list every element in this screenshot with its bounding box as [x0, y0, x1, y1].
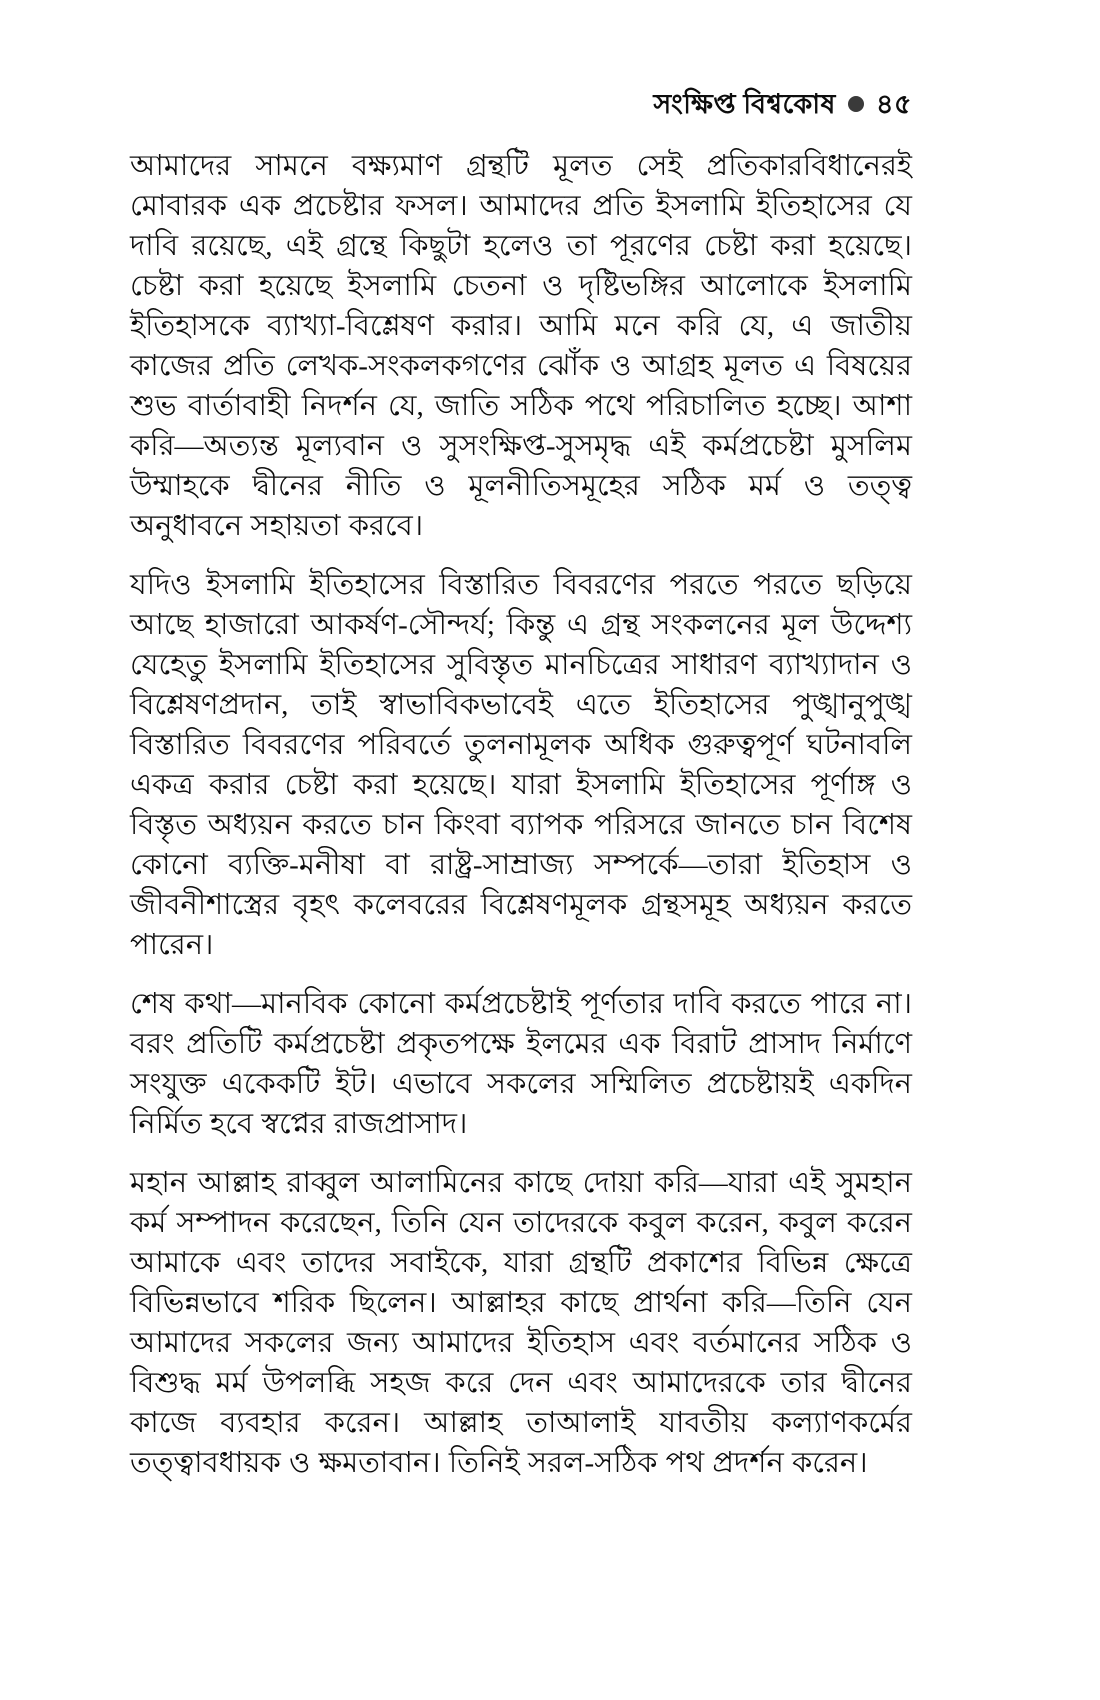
paragraph: যদিও ইসলামি ইতিহাসের বিস্তারিত বিবরণের পরতে পরতে ছড়িয়ে আছে হাজারো আকর্ষণ-সৌন্দর্য; কিন্তু এ গ্রন্থ সংকলনের মূল উদ্দেশ্য যেহেতু ইসলামি ইতিহাসের সুবিস্তৃত মানচিত্রের সাধারণ ব্যাখ্যাদান ও বিশ্লেষণপ্রদান, তাই স্বাভাবিকভাবেই এতে ইতিহাসের পুঙ্খানুপুঙ্খ বিস্তারিত বিবরণের পরিবর্তে তুলনামূলক অধিক গুরুত্বপূর্ণ ঘটনাবলি একত্র করার চেষ্টা করা হয়েছে। যারা ইসলামি ইতিহাসের পূর্ণাঙ্গ ও বিস্তৃত অধ্যয়ন করতে চান কিংবা ব্যাপক পরিসরে জানতে চান বিশেষ কোনো ব্যক্তি-মনীষা বা রাষ্ট্র-সাম্রাজ্য সম্পর্কে—তারা ইতিহাস ও জীবনীশাস্ত্রের বৃহৎ কলেবরের বিশ্লেষণমূলক গ্রন্থসমূহ অধ্যয়ন করতে পারেন।: [130, 569, 912, 962]
paragraph: আমাদের সামনে বক্ষ্যমাণ গ্রন্থটি মূলত সেই প্রতিকারবিধানেরই মোবারক এক প্রচেষ্টার ফসল। আমাদের প্রতি ইসলামি ইতিহাসের যে দাবি রয়েছে, এই গ্রন্থে কিছুটা হলেও তা পূরণের চেষ্টা করা হয়েছে। চেষ্টা করা হয়েছে ইসলামি চেতনা ও দৃষ্টিভঙ্গির আলোকে ইসলামি ইতিহাসকে ব্যাখ্যা-বিশ্লেষণ করার। আমি মনে করি যে, এ জাতীয় কাজের প্রতি লেখক-সংকলকগণের ঝোঁক ও আগ্রহ মূলত এ বিষয়ের শুভ বার্তাবাহী নিদর্শন যে, জাতি সঠিক পথে পরিচালিত হচ্ছে। আশা করি—অত্যন্ত মূল্যবান ও সুসংক্ষিপ্ত-সুসমৃদ্ধ এই কর্মপ্রচেষ্টা মুসলিম উম্মাহকে দ্বীনের নীতি ও মূলনীতিসমূহের সঠিক মর্ম ও তত্ত্ব অনুধাবনে সহায়তা করবে।: [130, 150, 912, 543]
running-head-title: সংক্ষিপ্ত বিশ্বকোষ: [653, 89, 836, 119]
paragraph: শেষ কথা—মানবিক কোনো কর্মপ্রচেষ্টাই পূর্ণতার দাবি করতে পারে না। বরং প্রতিটি কর্মপ্রচেষ্টা প্রকৃতপক্ষে ইলমের এক বিরাট প্রাসাদ নির্মাণে সংযুক্ত একেকটি ইট। এভাবে সকলের সম্মিলিত প্রচেষ্টায়ই একদিন নির্মিত হবে স্বপ্নের রাজপ্রাসাদ।: [130, 988, 912, 1141]
running-head: [130, 88, 912, 120]
body-copy: [130, 146, 912, 1483]
bullet-icon: [848, 96, 864, 112]
text-block: [130, 88, 912, 1483]
page-number: ৪৫: [875, 89, 912, 119]
paragraph: মহান আল্লাহ রাব্বুল আলামিনের কাছে দোয়া করি—যারা এই সুমহান কর্ম সম্পাদন করেছেন, তিনি যেন তাদেরকে কবুল করেন, কবুল করেন আমাকে এবং তাদের সবাইকে, যারা গ্রন্থটি প্রকাশের বিভিন্ন ক্ষেত্রে বিভিন্নভাবে শরিক ছিলেন। আল্লাহর কাছে প্রার্থনা করি—তিনি যেন আমাদের সকলের জন্য আমাদের ইতিহাস এবং বর্তমানের সঠিক ও বিশুদ্ধ মর্ম উপলব্ধি সহজ করে দেন এবং আমাদেরকে তার দ্বীনের কাজে ব্যবহার করেন। আল্লাহ তাআলাই যাবতীয় কল্যাণকর্মের তত্ত্বাবধায়ক ও ক্ষমতাবান। তিনিই সরল-সঠিক পথ প্রদর্শন করেন।: [130, 1167, 912, 1480]
